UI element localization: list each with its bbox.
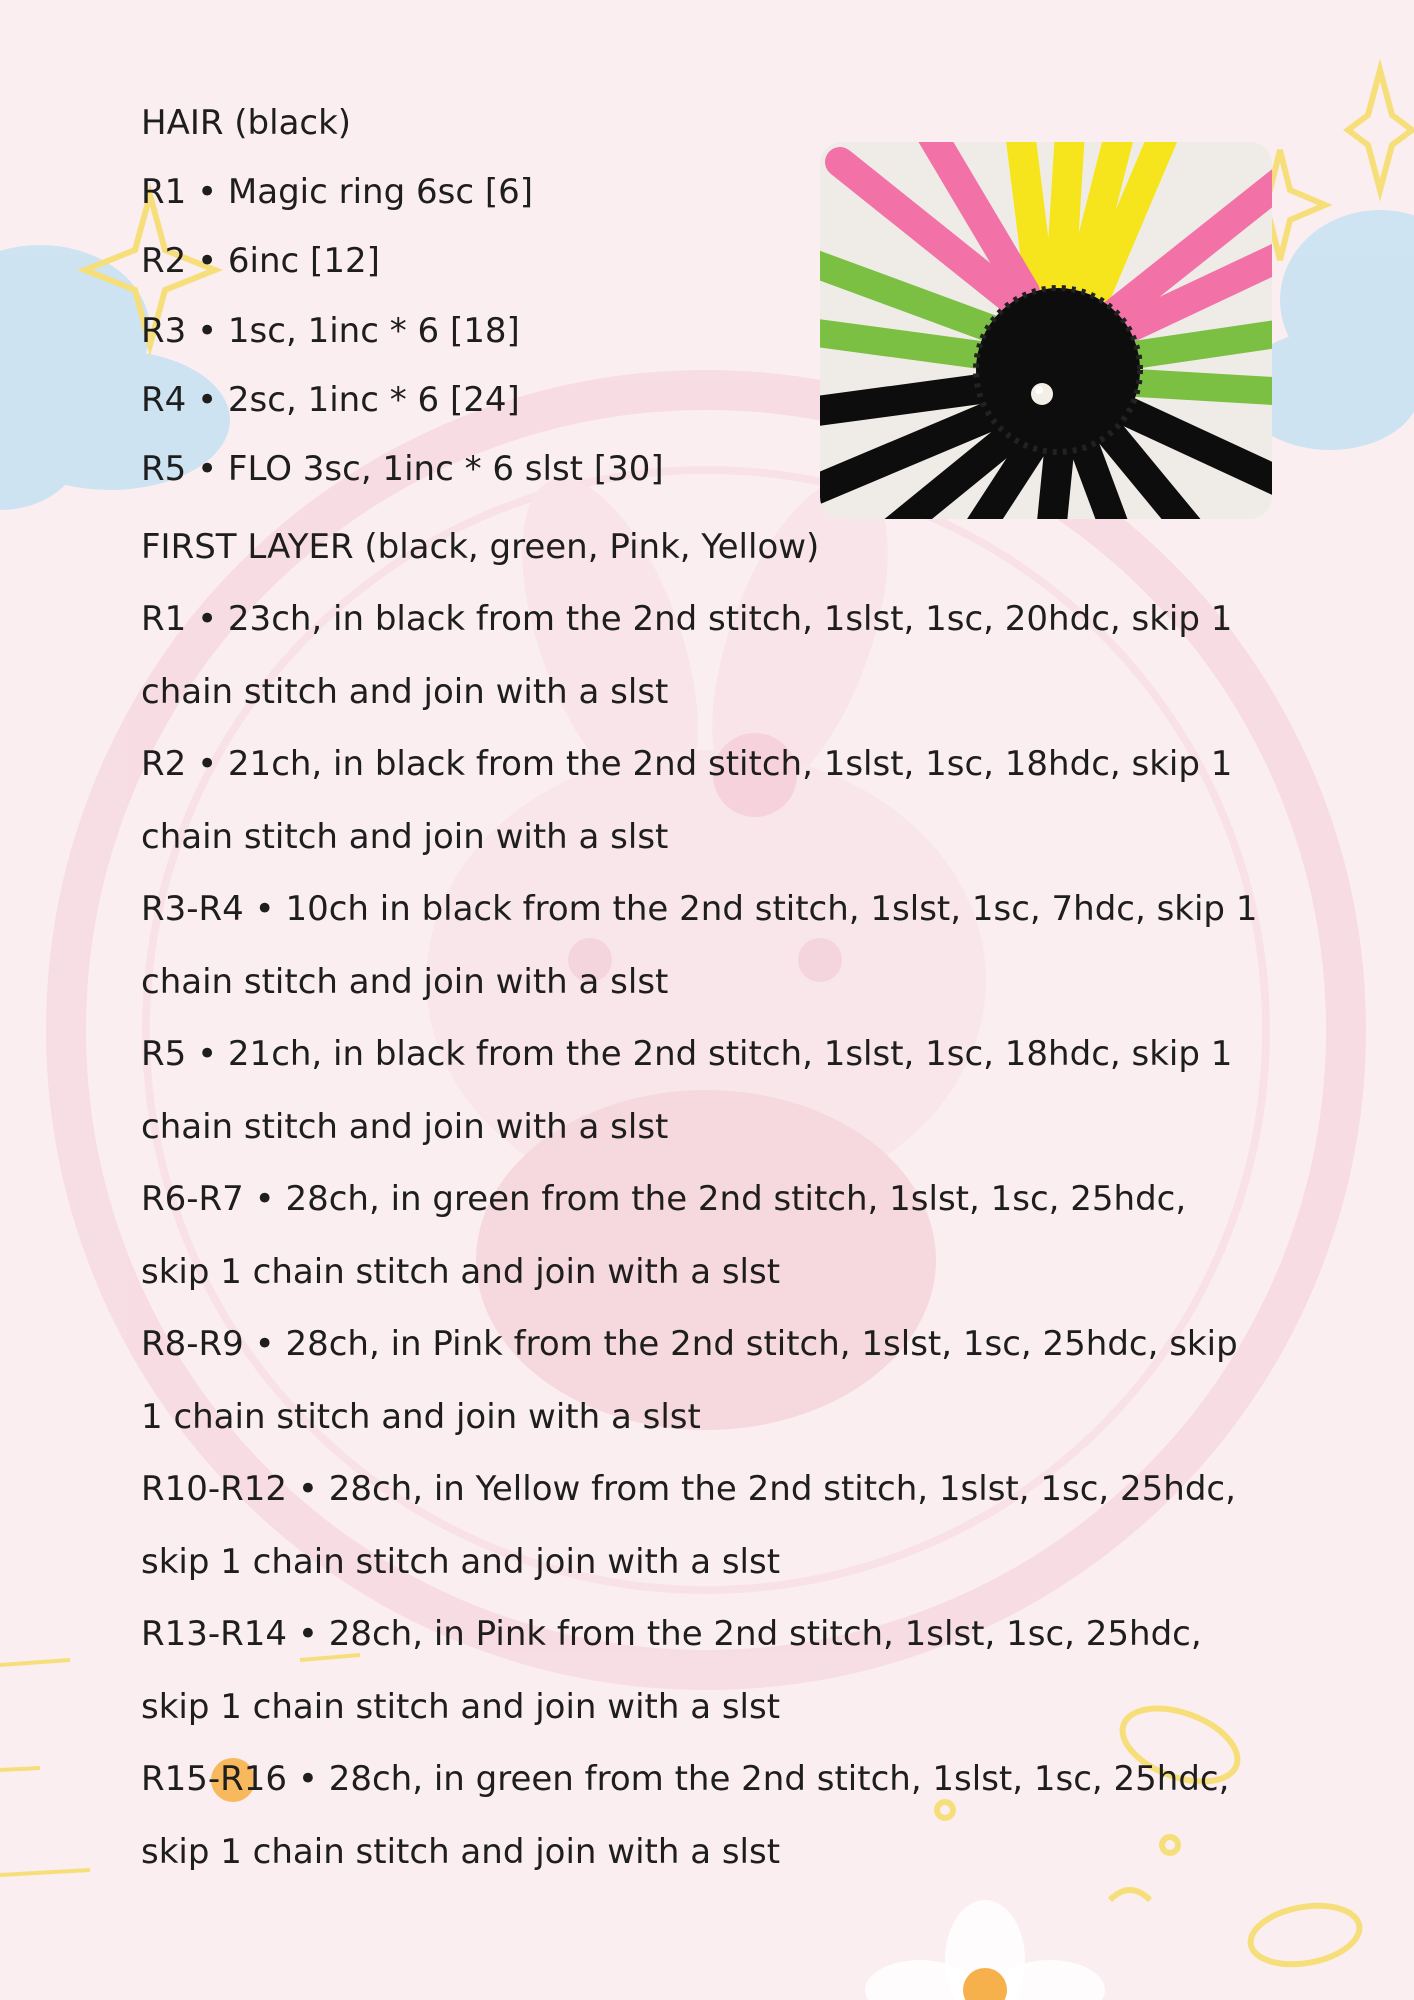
- hair-row: R2 • 6inc [12]: [141, 241, 380, 281]
- hair-row: R3 • 1sc, 1inc * 6 [18]: [141, 311, 520, 351]
- crochet-hair-illustration: [820, 142, 1272, 519]
- hair-row: R5 • FLO 3sc, 1inc * 6 slst [30]: [141, 449, 664, 489]
- hair-row: R1 • Magic ring 6sc [6]: [141, 172, 533, 212]
- crochet-hair-photo: [820, 142, 1272, 519]
- hair-section-title: HAIR (black): [141, 103, 352, 143]
- daisy-decoration: [865, 1900, 1105, 2000]
- pearl-bead: [1031, 383, 1053, 405]
- first-layer-line: 1 chain stitch and join with a slst: [141, 1397, 701, 1437]
- first-layer-line: R13-R14 • 28ch, in Pink from the 2nd stitch, 1slst, 1sc, 25hdc,: [141, 1614, 1202, 1654]
- first-layer-line: skip 1 chain stitch and join with a slst: [141, 1832, 781, 1872]
- first-layer-line: chain stitch and join with a slst: [141, 1107, 669, 1147]
- first-layer-line: R5 • 21ch, in black from the 2nd stitch, 1slst, 1sc, 18hdc, skip 1: [141, 1034, 1233, 1074]
- first-layer-line: R15-R16 • 28ch, in green from the 2nd stitch, 1slst, 1sc, 25hdc,: [141, 1759, 1230, 1799]
- first-layer-line: R6-R7 • 28ch, in green from the 2nd stitch, 1slst, 1sc, 25hdc,: [141, 1179, 1187, 1219]
- first-layer-section-title: FIRST LAYER (black, green, Pink, Yellow): [141, 527, 820, 567]
- hair-row: R4 • 2sc, 1inc * 6 [24]: [141, 380, 520, 420]
- first-layer-line: R8-R9 • 28ch, in Pink from the 2nd stitch, 1slst, 1sc, 25hdc, skip: [141, 1324, 1238, 1364]
- first-layer-line: chain stitch and join with a slst: [141, 817, 669, 857]
- first-layer-line: R3-R4 • 10ch in black from the 2nd stitch, 1slst, 1sc, 7hdc, skip 1: [141, 889, 1258, 929]
- first-layer-line: R1 • 23ch, in black from the 2nd stitch, 1slst, 1sc, 20hdc, skip 1: [141, 599, 1233, 639]
- first-layer-line: skip 1 chain stitch and join with a slst: [141, 1252, 781, 1292]
- first-layer-line: skip 1 chain stitch and join with a slst: [141, 1542, 781, 1582]
- first-layer-line: skip 1 chain stitch and join with a slst: [141, 1687, 781, 1727]
- first-layer-line: chain stitch and join with a slst: [141, 962, 669, 1002]
- first-layer-line: chain stitch and join with a slst: [141, 672, 669, 712]
- first-layer-line: R10-R12 • 28ch, in Yellow from the 2nd stitch, 1slst, 1sc, 25hdc,: [141, 1469, 1236, 1509]
- first-layer-line: R2 • 21ch, in black from the 2nd stitch, 1slst, 1sc, 18hdc, skip 1: [141, 744, 1233, 784]
